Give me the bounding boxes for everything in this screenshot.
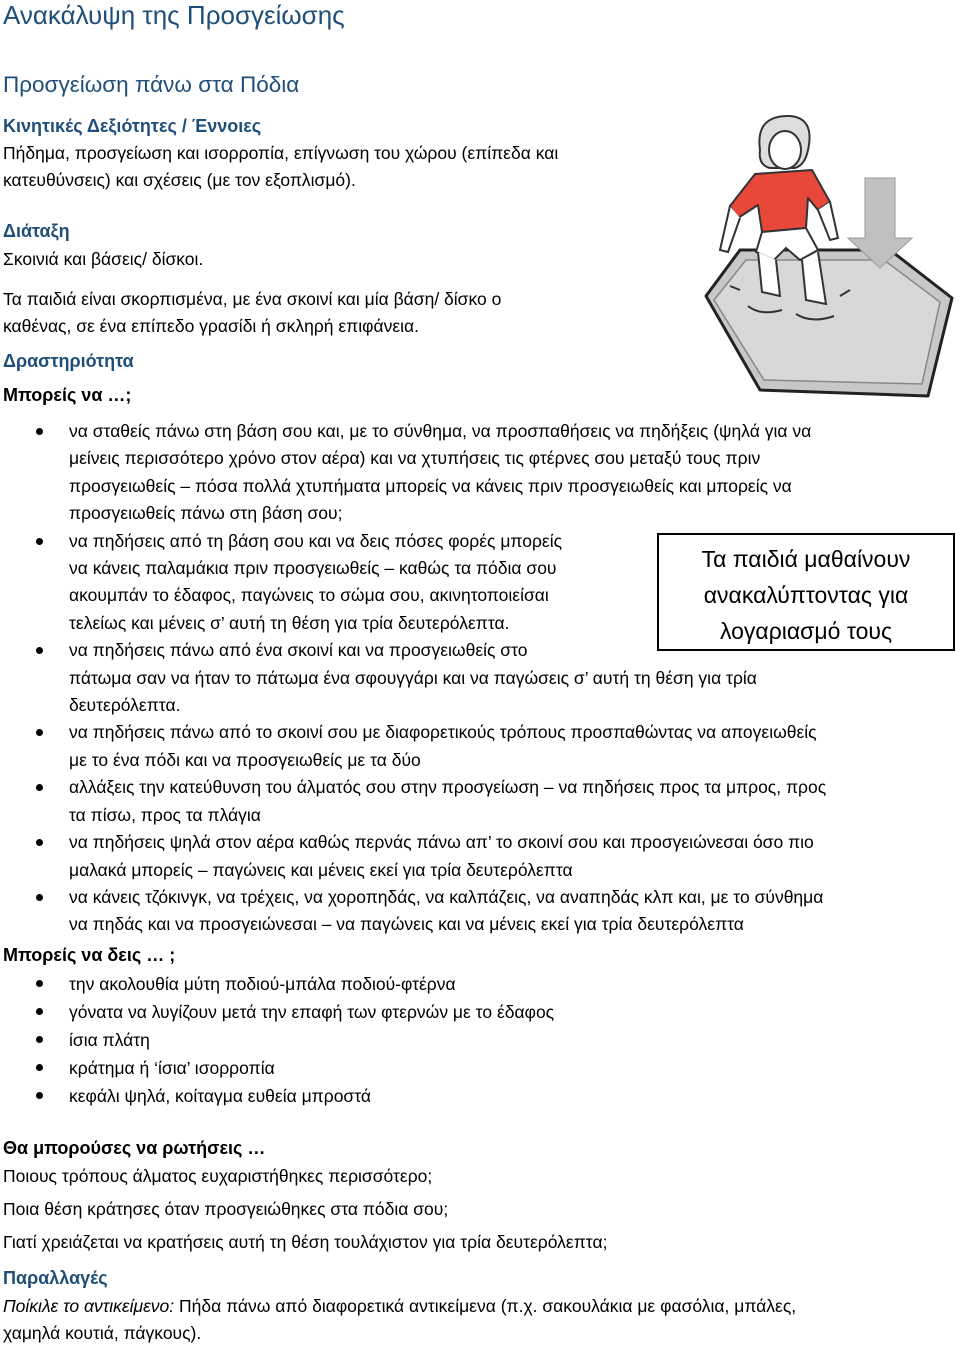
variations-rest: Πήδα πάνω από διαφορετικά αντικείμενα (π.χ. σακουλάκια με φασόλια, μπάλες,: [174, 1296, 797, 1316]
bullet-line: τα πίσω, προς τα πλάγια: [69, 804, 261, 825]
bullet-line: πάτωμα σαν να ήταν το πάτωμα ένα σφουγγάρι και να παγώσεις σ’ αυτή τη θέση για τρία: [69, 667, 757, 688]
skills-heading: Κινητικές Δεξιότητες / Έννοιες: [3, 116, 262, 136]
bullet-line: να πηδήσεις από τη βάση σου και να δεις πόσες φορές μπορείς: [69, 530, 563, 551]
can-you-see-item: [0, 970, 554, 998]
bullet-dot: [36, 1036, 43, 1043]
can-you-see-heading: Μπορείς να δεις … ;: [3, 945, 176, 965]
bullet-dot: [36, 538, 43, 545]
setup-heading: Διάταξη: [3, 221, 70, 241]
questions-heading: Θα μπορούσες να ρωτήσεις …: [3, 1138, 266, 1158]
can-you-see-list: [0, 970, 554, 1110]
variations-italic: Ποίκιλε το αντικείμενο:: [3, 1296, 175, 1316]
bullet-line: να πηδήσεις πάνω από το σκοινί σου με διαφορετικούς τρόπους προσπαθώντας να απογειωθείς: [69, 722, 817, 743]
activity-heading: Δραστηριότητα: [3, 351, 134, 371]
variations-heading: Παραλλαγές: [3, 1268, 108, 1288]
bullet-line: να κάνεις τζόκινγκ, να τρέχεις, να χοροπηδάς, να καλπάζεις, να αναπηδάς κλπ και, με το σύνθημα: [69, 886, 824, 907]
bullet-dot: [36, 894, 43, 901]
setup-line-3: καθένας, σε ένα επίπεδο γρασίδι ή σκληρή επιφάνεια.: [3, 316, 420, 336]
bullet-line: να σταθείς πάνω στη βάση σου και, με το σύνθημα, να προσπαθήσεις να πηδήξεις (ψηλά για να: [69, 421, 812, 441]
bullet-dot: [36, 647, 43, 654]
setup-line-1: Σκοινιά και βάσεις/ δίσκοι.: [3, 249, 204, 269]
question-line-1: Ποιους τρόπους άλματος ευχαριστήθηκες περισσότερο;: [3, 1166, 433, 1186]
bullet-line: προσγειωθείς – πόσα πολλά χτυπήματα μπορείς να κάνεις πριν προσγειωθείς και μπορείς να: [69, 475, 792, 496]
callout-line: λογαριασμό τους: [719, 618, 893, 644]
bullet-line: κράτημα ή ‘ίσια’ ισορροπία: [69, 1058, 275, 1078]
bullet-line: με το ένα πόδι και να προσγειωθείς με τα δύο: [69, 749, 421, 770]
skills-line-1: Πήδημα, προσγείωση και ισορροπία, επίγνωση του χώρου (επίπεδα και: [3, 143, 559, 163]
variations-line-1: [3, 1293, 796, 1320]
bullet-line: να πηδήσεις πάνω από ένα σκοινί και να προσγειωθείς στο: [69, 640, 528, 661]
bullet-line: τελείως και μένεις σ’ αυτή τη θέση για τρία δευτερόλεπτα.: [69, 612, 510, 633]
bullet-dot: [36, 1064, 43, 1071]
bullet-line: να πηδάς και να προσγειώνεσαι – να παγώνεις και να μένεις εκεί για τρία δευτερόλεπτα: [69, 914, 744, 935]
activity-bullet: [0, 774, 826, 829]
bullet-line: προσγειωθείς πάνω στη βάση σου;: [69, 503, 343, 524]
variations-line-2: χαμηλά κουτιά, πάγκους).: [3, 1323, 202, 1343]
question-line-3: Γιατί χρειάζεται να κρατήσεις αυτή τη θέση τουλάχιστον για τρία δευτερόλεπτα;: [3, 1232, 608, 1252]
callout-box: [657, 533, 955, 651]
question-line-2: Ποια θέση κράτησες όταν προσγειώθηκες στα πόδια σου;: [3, 1199, 449, 1219]
setup-line-2: Τα παιδιά είναι σκορπισμένα, με ένα σκοινί και μία βάση/ δίσκο ο: [3, 289, 502, 309]
bullet-line: να κάνεις παλαμάκια πριν προσγειωθείς – καθώς τα πόδια σου: [69, 558, 557, 579]
bullet-line: γόνατα να λυγίζουν μετά την επαφή των φτερνών με το έδαφος: [69, 1002, 555, 1022]
bullet-line: ίσια πλάτη: [69, 1030, 150, 1050]
bullet-line: αλλάξεις την κατεύθυνση του άλματός σου στην προσγείωση – να πηδήσεις προς τα μπρος, προς: [69, 777, 827, 798]
bullet-dot: [36, 980, 43, 987]
can-you-see-item: [0, 1082, 554, 1110]
activity-bullet: [0, 829, 826, 884]
bullet-line: δευτερόλεπτα.: [69, 695, 181, 716]
bullet-line: ακουμπάν το έδαφος, παγώνεις το σώμα σου, ακινητοποιείσαι: [69, 585, 549, 606]
bullet-line: να πηδήσεις ψηλά στον αέρα καθώς περνάς πάνω απ’ το σκοινί σου και προσγειώνεσαι όσο πιο: [69, 832, 814, 853]
bullet-dot: [36, 784, 43, 791]
page-title: Ανακάλυψη της Προσγείωσης: [3, 0, 345, 30]
bullet-dot: [36, 428, 43, 435]
bullet-line: μαλακά μπορείς – παγώνεις και μένεις εκεί για τρία δευτερόλεπτα: [69, 859, 573, 880]
bullet-dot: [36, 729, 43, 736]
bullet-line: μείνεις περισσότερο χρόνο στον αέρα) και να χτυπήσεις τις φτέρνες σου μεταξύ τους πριν: [69, 448, 761, 469]
shirt-shape: [730, 170, 830, 232]
bullet-dot: [36, 1092, 43, 1099]
bullet-dot: [36, 839, 43, 846]
activity-bullet-list: [0, 418, 826, 939]
bullet-line: την ακολουθία μύτη ποδιού-μπάλα ποδιού-φτέρνα: [69, 974, 456, 994]
bullet-dot: [36, 1008, 43, 1015]
activity-bullet: [0, 719, 826, 774]
skills-line-2: κατευθύνσεις) και σχέσεις (με τον εξοπλισμό).: [3, 170, 356, 190]
can-you-see-item: [0, 1026, 554, 1054]
head-shape: [769, 131, 801, 169]
bullet-line: κεφάλι ψηλά, κοίταγμα ευθεία μπροστά: [69, 1086, 372, 1106]
activity-can-you: Μπορείς να …;: [3, 385, 132, 405]
callout-line: ανακαλύπτοντας για: [703, 582, 909, 608]
landing-child-illustration: [700, 110, 955, 400]
can-you-see-item: [0, 998, 554, 1026]
can-you-see-item: [0, 1054, 554, 1082]
activity-bullet: [0, 884, 826, 939]
activity-bullet: [0, 418, 826, 528]
callout-line: Τα παιδιά μαθαίνουν: [701, 546, 911, 572]
page-subtitle: Προσγείωση πάνω στα Πόδια: [3, 72, 300, 97]
